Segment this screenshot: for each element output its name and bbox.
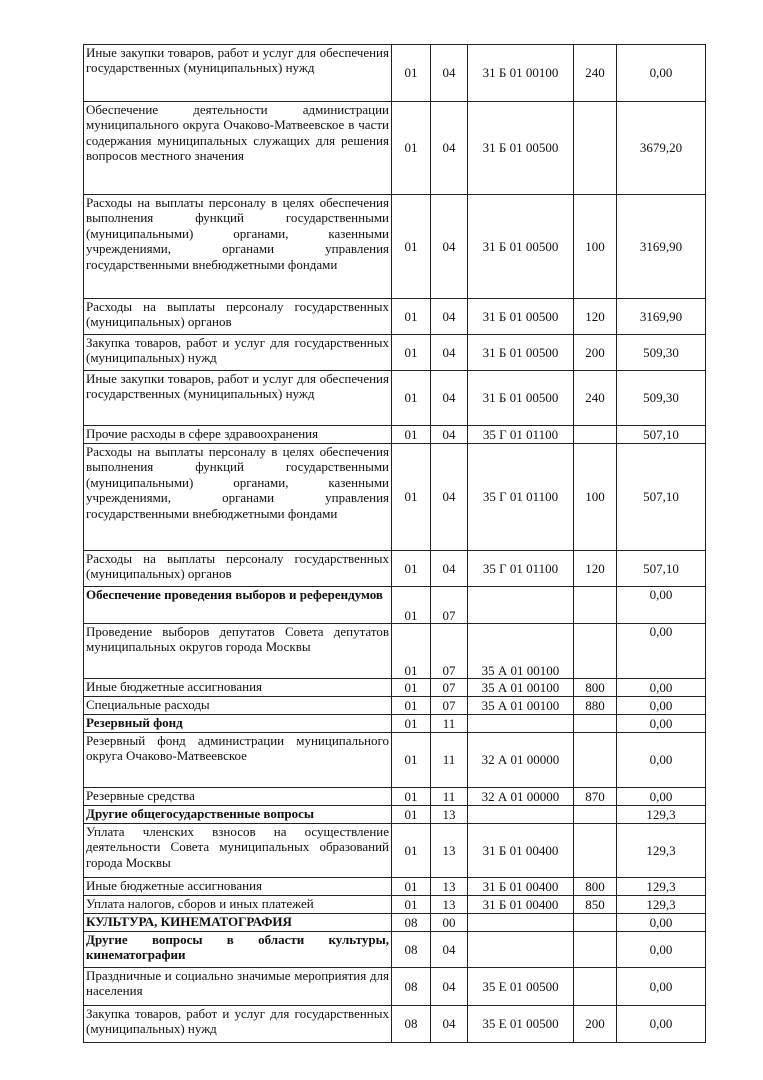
row-section-code: 01	[392, 896, 431, 914]
table-row	[84, 299, 706, 335]
row-section-code: 01	[392, 335, 431, 371]
row-target-article-code	[468, 914, 574, 932]
row-expense-type-code	[574, 715, 617, 733]
row-section-code: 08	[392, 932, 431, 968]
row-section-code: 01	[392, 697, 431, 715]
table-row	[84, 195, 706, 299]
row-name: КУЛЬТУРА, КИНЕМАТОГРАФИЯ	[84, 914, 392, 932]
row-name: Прочие расходы в сфере здравоохранения	[84, 426, 392, 444]
row-section-code: 01	[392, 551, 431, 587]
row-name: Иные закупки товаров, работ и услуг для обеспечения государственных (муниципальных) нужд	[84, 45, 392, 102]
row-target-article-code	[468, 932, 574, 968]
row-target-article-code: 35 А 01 00100	[468, 679, 574, 697]
row-expense-type-code: 850	[574, 896, 617, 914]
row-amount: 509,30	[617, 335, 706, 371]
row-expense-type-code	[574, 426, 617, 444]
table-row	[84, 878, 706, 896]
row-section-code: 01	[392, 587, 431, 624]
row-name: Закупка товаров, работ и услуг для государственных (муниципальных) нужд	[84, 335, 392, 371]
table-row	[84, 733, 706, 788]
row-target-article-code: 31 Б 01 00500	[468, 335, 574, 371]
table-row	[84, 587, 706, 624]
row-subsection-code: 04	[431, 299, 468, 335]
row-name: Расходы на выплаты персоналу государственных (муниципальных) органов	[84, 551, 392, 587]
row-expense-type-code: 870	[574, 788, 617, 806]
row-subsection-code: 11	[431, 715, 468, 733]
table-row	[84, 715, 706, 733]
table-row	[84, 45, 706, 102]
row-target-article-code: 35 Е 01 00500	[468, 968, 574, 1006]
row-amount: 0,00	[617, 45, 706, 102]
row-section-code: 01	[392, 371, 431, 426]
row-amount: 0,00	[617, 932, 706, 968]
row-section-code: 01	[392, 299, 431, 335]
row-subsection-code: 07	[431, 587, 468, 624]
table-row	[84, 679, 706, 697]
row-amount: 0,00	[617, 1006, 706, 1043]
row-expense-type-code	[574, 824, 617, 878]
row-amount: 129,3	[617, 806, 706, 824]
row-amount: 0,00	[617, 968, 706, 1006]
row-target-article-code: 35 Г 01 01100	[468, 444, 574, 551]
row-section-code: 01	[392, 733, 431, 788]
row-expense-type-code: 240	[574, 45, 617, 102]
row-section-code: 01	[392, 426, 431, 444]
row-expense-type-code: 880	[574, 697, 617, 715]
row-expense-type-code: 200	[574, 1006, 617, 1043]
row-name: Расходы на выплаты персоналу в целях обеспечения выполнения функций государственными (муниципальными) органами, казенными учреждениями, органами управления государственными внебюджетными фондами	[84, 444, 392, 551]
row-expense-type-code: 100	[574, 195, 617, 299]
row-subsection-code: 07	[431, 679, 468, 697]
row-amount: 0,00	[617, 624, 706, 679]
row-name: Расходы на выплаты персоналу государственных (муниципальных) органов	[84, 299, 392, 335]
row-amount: 129,3	[617, 896, 706, 914]
table-row	[84, 426, 706, 444]
row-subsection-code: 04	[431, 426, 468, 444]
row-section-code: 01	[392, 878, 431, 896]
row-target-article-code: 35 Г 01 01100	[468, 426, 574, 444]
row-amount: 0,00	[617, 788, 706, 806]
table-row	[84, 444, 706, 551]
row-amount: 129,3	[617, 824, 706, 878]
row-name: Уплата членских взносов на осуществление деятельности Совета муниципальных образований города Москвы	[84, 824, 392, 878]
row-subsection-code: 04	[431, 195, 468, 299]
table-row	[84, 624, 706, 679]
table-row	[84, 102, 706, 195]
row-amount: 507,10	[617, 551, 706, 587]
row-name: Специальные расходы	[84, 697, 392, 715]
row-subsection-code: 04	[431, 102, 468, 195]
row-expense-type-code: 120	[574, 299, 617, 335]
table-row	[84, 824, 706, 878]
row-amount: 3679,20	[617, 102, 706, 195]
row-name: Иные бюджетные ассигнования	[84, 679, 392, 697]
row-target-article-code: 31 Б 01 00500	[468, 195, 574, 299]
row-expense-type-code	[574, 102, 617, 195]
row-name: Обеспечение проведения выборов и референдумов	[84, 587, 392, 624]
row-section-code: 08	[392, 1006, 431, 1043]
budget-table-page	[83, 44, 706, 1043]
row-target-article-code	[468, 806, 574, 824]
row-subsection-code: 13	[431, 806, 468, 824]
row-subsection-code: 04	[431, 1006, 468, 1043]
row-expense-type-code: 800	[574, 878, 617, 896]
budget-table-body	[84, 45, 706, 1043]
row-expense-type-code: 800	[574, 679, 617, 697]
row-subsection-code: 13	[431, 896, 468, 914]
row-expense-type-code	[574, 624, 617, 679]
row-amount: 3169,90	[617, 299, 706, 335]
row-name: Обеспечение деятельности администрации муниципального округа Очаково-Матвеевское в части содержания муниципальных служащих для решения вопросов местного значения	[84, 102, 392, 195]
row-subsection-code: 04	[431, 968, 468, 1006]
row-amount: 129,3	[617, 878, 706, 896]
row-target-article-code: 35 Г 01 01100	[468, 551, 574, 587]
row-expense-type-code	[574, 914, 617, 932]
row-amount: 3169,90	[617, 195, 706, 299]
row-subsection-code: 13	[431, 878, 468, 896]
row-amount: 507,10	[617, 426, 706, 444]
table-row	[84, 788, 706, 806]
row-name: Закупка товаров, работ и услуг для государственных (муниципальных) нужд	[84, 1006, 392, 1043]
table-row	[84, 806, 706, 824]
row-subsection-code: 04	[431, 932, 468, 968]
row-section-code: 01	[392, 45, 431, 102]
row-subsection-code: 04	[431, 335, 468, 371]
row-name: Другие общегосударственные вопросы	[84, 806, 392, 824]
row-amount: 0,00	[617, 733, 706, 788]
row-name: Резервный фонд администрации муниципального округа Очаково-Матвеевское	[84, 733, 392, 788]
row-target-article-code: 31 Б 01 00500	[468, 299, 574, 335]
row-name: Уплата налогов, сборов и иных платежей	[84, 896, 392, 914]
row-section-code: 01	[392, 102, 431, 195]
row-target-article-code: 35 А 01 00100	[468, 624, 574, 679]
row-section-code: 01	[392, 715, 431, 733]
budget-table	[83, 44, 706, 1043]
row-name: Другие вопросы в области культуры, кинематографии	[84, 932, 392, 968]
row-name: Иные бюджетные ассигнования	[84, 878, 392, 896]
row-subsection-code: 04	[431, 551, 468, 587]
row-target-article-code: 31 Б 01 00400	[468, 824, 574, 878]
row-expense-type-code	[574, 587, 617, 624]
row-subsection-code: 13	[431, 824, 468, 878]
table-row	[84, 371, 706, 426]
table-row	[84, 968, 706, 1006]
row-target-article-code: 31 Б 01 00400	[468, 896, 574, 914]
row-target-article-code: 32 А 01 00000	[468, 733, 574, 788]
row-expense-type-code: 200	[574, 335, 617, 371]
row-subsection-code: 11	[431, 733, 468, 788]
row-name: Резервный фонд	[84, 715, 392, 733]
row-expense-type-code: 100	[574, 444, 617, 551]
row-subsection-code: 07	[431, 624, 468, 679]
row-subsection-code: 07	[431, 697, 468, 715]
row-amount: 0,00	[617, 587, 706, 624]
table-row	[84, 551, 706, 587]
row-target-article-code	[468, 715, 574, 733]
table-row	[84, 697, 706, 715]
row-subsection-code: 04	[431, 45, 468, 102]
row-name: Расходы на выплаты персоналу в целях обеспечения выполнения функций государственными (муниципальными) органами, казенными учреждениями, органами управления государственными внебюджетными фондами	[84, 195, 392, 299]
row-expense-type-code	[574, 733, 617, 788]
row-target-article-code: 35 Е 01 00500	[468, 1006, 574, 1043]
row-amount: 0,00	[617, 697, 706, 715]
row-section-code: 01	[392, 624, 431, 679]
row-section-code: 08	[392, 968, 431, 1006]
row-name: Иные закупки товаров, работ и услуг для обеспечения государственных (муниципальных) нужд	[84, 371, 392, 426]
table-row	[84, 1006, 706, 1043]
row-expense-type-code	[574, 932, 617, 968]
row-section-code: 01	[392, 679, 431, 697]
row-amount: 0,00	[617, 715, 706, 733]
row-expense-type-code: 240	[574, 371, 617, 426]
table-row	[84, 932, 706, 968]
row-amount: 507,10	[617, 444, 706, 551]
row-amount: 0,00	[617, 914, 706, 932]
row-section-code: 01	[392, 195, 431, 299]
row-amount: 509,30	[617, 371, 706, 426]
row-target-article-code: 31 Б 01 00400	[468, 878, 574, 896]
row-expense-type-code: 120	[574, 551, 617, 587]
row-target-article-code: 32 А 01 00000	[468, 788, 574, 806]
row-amount: 0,00	[617, 679, 706, 697]
table-row	[84, 896, 706, 914]
table-row	[84, 335, 706, 371]
row-section-code: 08	[392, 914, 431, 932]
row-target-article-code	[468, 587, 574, 624]
row-subsection-code: 04	[431, 444, 468, 551]
row-subsection-code: 11	[431, 788, 468, 806]
row-subsection-code: 00	[431, 914, 468, 932]
row-name: Праздничные и социально значимые мероприятия для населения	[84, 968, 392, 1006]
row-expense-type-code	[574, 968, 617, 1006]
row-target-article-code: 31 Б 01 00100	[468, 45, 574, 102]
row-section-code: 01	[392, 824, 431, 878]
row-section-code: 01	[392, 788, 431, 806]
row-name: Резервные средства	[84, 788, 392, 806]
row-subsection-code: 04	[431, 371, 468, 426]
row-target-article-code: 31 Б 01 00500	[468, 371, 574, 426]
row-section-code: 01	[392, 806, 431, 824]
table-row	[84, 914, 706, 932]
row-expense-type-code	[574, 806, 617, 824]
row-target-article-code: 31 Б 01 00500	[468, 102, 574, 195]
row-name: Проведение выборов депутатов Совета депутатов муниципальных округов города Москвы	[84, 624, 392, 679]
row-section-code: 01	[392, 444, 431, 551]
row-target-article-code: 35 А 01 00100	[468, 697, 574, 715]
